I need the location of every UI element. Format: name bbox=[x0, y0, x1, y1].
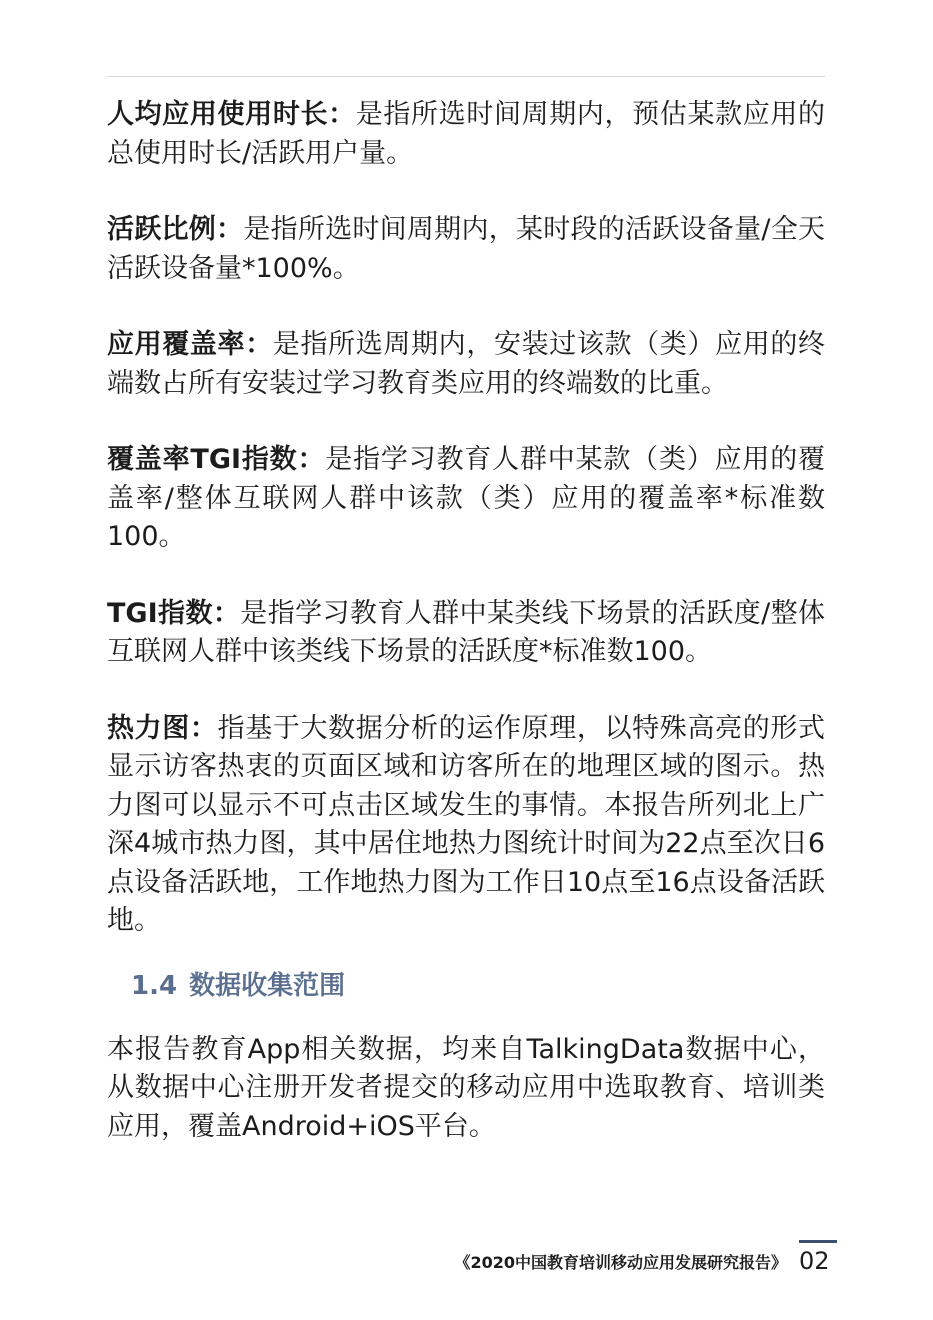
page-number-bar bbox=[799, 1240, 837, 1243]
definition-term: 热力图： bbox=[107, 712, 218, 744]
definition-term: 人均应用使用时长： bbox=[107, 99, 356, 130]
definition-coverage-tgi bbox=[107, 441, 825, 557]
page-content bbox=[107, 96, 825, 1184]
definition-text: 是指学习教育人群中某款（类）应用的覆盖率/整体互联网人群中该款（类）应用的覆盖率*标准数100。 bbox=[107, 444, 826, 552]
definition-term: 覆盖率TGI指数： bbox=[107, 444, 326, 475]
definition-term: TGI指数： bbox=[107, 597, 241, 629]
definition-text: 指基于大数据分析的运作原理，以特殊高亮的形式显示访客热衷的页面区域和访客所在的地理区域的图示。热力图可以显示不可点击区域发生的事情。本报告所列北上广深4城市热力图，其中居住地热力图统计时间为22点至次日6点设备活跃地，工作地热力图为工作日10点至16点设备活跃地。 bbox=[107, 712, 826, 936]
section-number: 1.4 bbox=[131, 970, 178, 1001]
definition-per-capita-usage-time bbox=[107, 96, 825, 173]
section-heading bbox=[131, 967, 825, 1005]
definition-text: 是指所选周期内，安装过该款（类）应用的终端数占所有安装过学习教育类应用的终端数的比重。 bbox=[107, 329, 826, 399]
definition-text: 是指所选时间周期内，预估某款应用的总使用时长/活跃用户量。 bbox=[107, 99, 826, 169]
definition-tgi-index bbox=[107, 595, 825, 672]
definition-active-ratio bbox=[107, 211, 825, 288]
definition-text: 是指所选时间周期内，某时段的活跃设备量/全天活跃设备量*100%。 bbox=[107, 214, 825, 284]
definition-text: 是指学习教育人群中某类线下场景的活跃度/整体互联网人群中该类线下场景的活跃度*标准数100。 bbox=[107, 597, 826, 667]
top-divider bbox=[107, 76, 825, 77]
footer-report-title: 《2020中国教育培训移动应用发展研究报告》 bbox=[454, 1253, 787, 1272]
definition-term: 活跃比例： bbox=[107, 214, 244, 245]
definition-term: 应用覆盖率： bbox=[107, 329, 273, 360]
page-number: 02 bbox=[799, 1247, 830, 1275]
section-body: 本报告教育App相关数据，均来自TalkingData数据中心，从数据中心注册开发者提交的移动应用中选取教育、培训类应用，覆盖Android+iOS平台。 bbox=[107, 1033, 825, 1142]
definition-app-coverage bbox=[107, 326, 825, 403]
section-title: 数据收集范围 bbox=[189, 970, 346, 1001]
definition-heatmap bbox=[107, 710, 825, 941]
